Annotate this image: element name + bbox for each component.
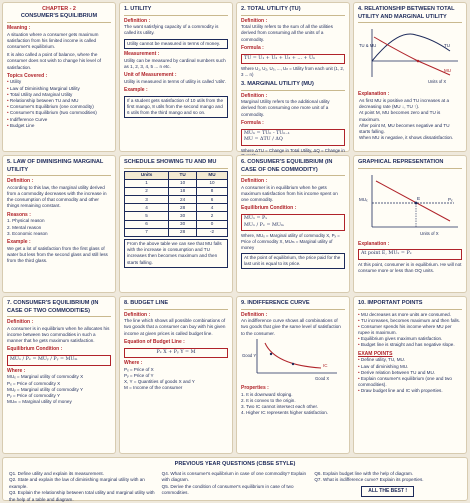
example-heading: Example : xyxy=(7,238,31,245)
tu-mu-diagram xyxy=(358,25,462,87)
exam-item: • Draw budget line and IC with properties. xyxy=(358,388,462,394)
definition-text: An indifference curve shows all combinations of two goods that give the same level of satisfaction to the consumer. xyxy=(241,318,341,336)
table-cell: 4 xyxy=(197,204,228,212)
point-e xyxy=(415,201,418,204)
table-cell: 30 xyxy=(169,220,197,228)
reasons-heading: Reasons : xyxy=(7,211,31,218)
table-cell: 28 xyxy=(169,228,197,236)
card-important-points xyxy=(353,296,467,454)
reason-item: 2. Mental reason xyxy=(7,224,42,230)
exam-item: • Law of diminishing MU. xyxy=(358,364,462,370)
properties-heading: Properties : xyxy=(241,385,269,392)
where-item: Pᵧ = Price of commodity Y xyxy=(7,392,61,398)
where-item: MUₘ = Marginal utility of money xyxy=(7,399,72,405)
condition-line-2: MUₓ / Pₓ = MUₘ xyxy=(244,222,284,228)
card-graphical-representation xyxy=(353,155,467,293)
mu-curve xyxy=(376,181,450,221)
column-header: TU xyxy=(169,171,197,179)
mu-definition-heading: Definition : xyxy=(241,92,268,99)
topic-item: • Law of Diminishing Marginal Utility xyxy=(7,86,111,92)
topics-list xyxy=(7,79,111,129)
questions-column-1 xyxy=(9,471,156,503)
topic-item: • Utility xyxy=(7,79,111,85)
definition-text: Total Utility refers to the sum of all the utilities derived from consuming all the units of a commodity. xyxy=(241,24,333,42)
x-axis-label: Units of X xyxy=(420,230,439,236)
price-line-label: Pₓ xyxy=(448,196,453,202)
mu-formula-heading: Formula : xyxy=(241,119,264,126)
explanation-list xyxy=(358,98,462,141)
study-sheet xyxy=(2,2,468,502)
card-equilibrium-two-commodities xyxy=(2,296,116,454)
table-cell: -2 xyxy=(197,228,228,236)
question-item: Q5. Derive the condition of consumer's equilibrium in case of two commodities. xyxy=(161,483,294,496)
x-axis-label: Units of X xyxy=(428,79,447,85)
mu-curve xyxy=(374,37,450,75)
explanation-heading: Explanation : xyxy=(358,91,390,98)
formula-where: Where U₁, U₂, U₃, ..., Uₙ = Utility from each unit (1, 2, 3 ... n) xyxy=(241,66,344,78)
where-heading: Where : xyxy=(7,367,26,374)
formula-heading: Formula : xyxy=(241,44,264,51)
exam-points-heading: EXAM POINTS xyxy=(358,350,393,357)
condition-formula xyxy=(241,214,345,231)
card-title: 4. RELATIONSHIP BETWEEN TOTAL UTILITY AND MARGINAL UTILITY xyxy=(358,6,462,23)
where-item: MUᵧ = Marginal utility of commodity Y xyxy=(7,386,84,392)
table-cell: 24 xyxy=(169,196,197,204)
condition-where: Where, MUₓ = Marginal utility of commodity X, Pₓ = Price of commodity X, MUₘ = Marginal utility of money xyxy=(241,233,340,250)
chapter-label: CHAPTER - 2 xyxy=(42,6,76,12)
point-item: • Budget line is straight and has negative slope. xyxy=(358,342,462,348)
explanation-heading: Explanation : xyxy=(358,240,390,247)
condition-line-1: MUₓ = Pₓ xyxy=(244,216,268,222)
schedule-table xyxy=(124,171,228,238)
definition-text: According to this law, the marginal utility derived from a commodity decreases with the increase in the consumption of that commodity and other things remaining constant. xyxy=(7,184,107,209)
explanation-item: After point M, MU becomes negative and TU starts falling. xyxy=(359,122,450,134)
card-tu-mu-relationship xyxy=(353,2,467,152)
where-heading: Where : xyxy=(124,360,143,367)
explanation-text: At this point, consumer is in equilibrium. He will not consume more or less than OQ units. xyxy=(358,261,462,274)
exam-points-list xyxy=(358,357,462,394)
where-item: MUₓ = Marginal utility of commodity X xyxy=(7,374,84,380)
schedule-note: From the above table we can see that MU falls with the increase in consumption and TU increases then becomes maximum and then starts falling. xyxy=(124,239,228,268)
card-utility xyxy=(119,2,233,152)
table-cell: 30 xyxy=(169,212,197,220)
explanation-item: When MU is negative, it shows dissatisfaction. xyxy=(359,135,454,141)
point-m xyxy=(417,60,420,63)
table-header-row xyxy=(125,171,228,179)
note-box: Utility cannot be measured in terms of money. xyxy=(124,39,228,49)
condition-heading: Equilibrium Condition : xyxy=(241,205,297,212)
table-row xyxy=(125,220,228,228)
table-cell: 10 xyxy=(169,179,197,187)
card-title: SCHEDULE SHOWING TU AND MU xyxy=(124,159,228,169)
explanation-formula: At point E, MUₓ = Pₓ xyxy=(358,249,462,259)
card-total-marginal-utility xyxy=(236,2,350,152)
definition-heading: Definition : xyxy=(124,17,151,24)
card-title: 6. CONSUMER'S EQUILIBRIUM (IN CASE OF ONE COMMODITY) xyxy=(241,159,345,176)
previous-year-questions xyxy=(2,457,468,501)
questions-column-2 xyxy=(162,471,309,503)
explanation-item: At point M, MU becomes zero and TU is maximum. xyxy=(359,110,441,122)
column-header: MU xyxy=(197,171,228,179)
table-row xyxy=(125,187,228,195)
measurement-heading: Measurement : xyxy=(124,50,160,57)
where-item: X, Y = Quantities of goods X and Y xyxy=(124,379,195,385)
point-item: • Consumer spends his income where MU per rupee is maximum. xyxy=(358,324,462,336)
reason-item: 3. Economic reason xyxy=(7,230,48,236)
question-item: Q6. Explain budget line with the help of diagram. xyxy=(314,470,414,476)
exam-item: • Derive relation between TU and MU. xyxy=(358,370,462,376)
point-item: • MU decreases as more units are consumed. xyxy=(358,312,462,318)
questions-columns xyxy=(9,471,461,503)
question-item: Q1. Define utility and explain its measurement. xyxy=(9,470,104,476)
table-row xyxy=(125,196,228,204)
example-text: If a student gets satisfaction of 10 utils from the first mango, 8 utils from the second mango and 6 utils from the third mango and so on. xyxy=(124,96,228,119)
card-budget-line xyxy=(119,296,233,454)
card-consumers-equilibrium xyxy=(2,2,116,152)
table-cell: 0 xyxy=(197,220,228,228)
mu-formula-line-1: MUₙ = TUₙ - TUₙ₋₁ xyxy=(244,130,290,136)
card-title: 2. TOTAL UTILITY (TU) xyxy=(241,6,345,16)
card-equilibrium-one-commodity xyxy=(236,155,350,293)
topics-heading: Topics Covered : xyxy=(7,72,48,79)
card-title: CONSUMER'S EQUILIBRIUM xyxy=(7,13,111,23)
all-the-best-badge: ALL THE BEST ! xyxy=(361,486,414,497)
condition-heading: Equilibrium Condition : xyxy=(7,346,63,353)
important-points-list xyxy=(358,312,462,349)
definition-heading: Definition : xyxy=(7,319,34,326)
explanation-item: As first MU is positive and TU increases at a decreasing rate (MU ↓, TU ↑). xyxy=(359,98,450,110)
column-header: Units xyxy=(125,171,169,179)
table-cell: 3 xyxy=(125,196,169,204)
question-item: Q2. State and explain the law of diminishing marginal utility with an example. xyxy=(9,477,145,489)
y-axis-label: TU & MU xyxy=(359,43,377,49)
topic-item: • Consumer's Equilibrium (two commodities) xyxy=(7,110,111,116)
equilibrium-diagram xyxy=(358,171,462,237)
topic-item: • Total Utility and Marginal Utility xyxy=(7,92,111,98)
mu-formula-line-2: MU = ΔTU / ΔQ xyxy=(244,137,283,143)
table-row xyxy=(125,204,228,212)
definition-text: A consumer is in equilibrium when he allocates his income between two commodities in such a manner that he gets maximum satisfaction. xyxy=(7,325,110,344)
card-title: 7. CONSUMER'S EQUILIBRIUM (IN CASE OF TWO COMMODITIES) xyxy=(7,300,111,317)
meaning-text: A situation where a consumer gets maximum satisfaction from his limited income is called consumer's equilibrium. xyxy=(7,31,99,49)
table-cell: 10 xyxy=(197,179,228,187)
point-item: • TU increases, becomes maximum and then falls. xyxy=(358,318,462,324)
property-item: 1. It is downward sloping. xyxy=(241,391,293,397)
tu-curve-label: TU xyxy=(444,43,450,49)
card-title: 9. INDIFFERENCE CURVE xyxy=(241,300,345,310)
topic-item: • Budget Line xyxy=(7,123,111,129)
question-item: Q4. What is consumer's equilibrium in case of one commodity? Explain with diagram. xyxy=(161,470,307,483)
unit-text: Utility is measured in terms of utility is called 'utils'. xyxy=(124,78,227,84)
mu-formula xyxy=(241,129,345,146)
topic-item: • Consumer's Equilibrium (one commodity) xyxy=(7,104,111,110)
question-item: Q3. Explain the relationship between total utility and marginal utility with the help of a table and diagram. xyxy=(9,490,155,502)
y-axis-label: Good Y xyxy=(242,352,257,358)
table-row xyxy=(125,212,228,220)
topic-item: • Indifference Curve xyxy=(7,117,111,123)
definition-heading: Definition : xyxy=(124,311,151,318)
table-cell: 6 xyxy=(197,196,228,204)
definition-heading: Definition : xyxy=(241,311,268,318)
definition-text: A consumer is in equilibrium when he gets maximum satisfaction from his income spent on one commodity. xyxy=(241,184,338,203)
definition-heading: Definition : xyxy=(7,178,34,185)
point-item: • Equilibrium gives maximum satisfaction. xyxy=(358,336,462,342)
point-b xyxy=(292,363,294,365)
question-item: Q7. What is indifference curve? Explain its properties. xyxy=(314,477,424,483)
example-text: We get a lot of satisfaction from the first glass of water but less from the second glass and still less from the third glass. xyxy=(7,245,108,264)
table-cell: 18 xyxy=(169,187,197,195)
mu-definition-text: Marginal Utility refers to the additional utility derived from consuming one more unit of a commodity. xyxy=(241,99,330,117)
indifference-curve-diagram xyxy=(241,337,345,381)
card-title: 10. IMPORTANT POINTS xyxy=(358,300,462,310)
card-title: 1. UTILITY xyxy=(124,6,228,16)
mu-title: 3. MARGINAL UTILITY (MU) xyxy=(241,81,345,91)
property-item: 2. It is convex to the origin. xyxy=(241,397,296,403)
ic-label: IC xyxy=(323,362,328,368)
where-item: Pₓ = Price of X xyxy=(124,366,154,372)
card-title: GRAPHICAL REPRESENTATION xyxy=(358,159,462,169)
where-item: Pᵧ = Price of Y xyxy=(124,373,154,379)
unit-heading: Unit of Measurement : xyxy=(124,71,177,78)
definition-heading: Definition : xyxy=(241,178,268,185)
table-cell: 2 xyxy=(197,212,228,220)
card-law-diminishing-mu xyxy=(2,155,116,293)
where-item: M = Income of the consumer xyxy=(124,385,183,391)
table-cell: 2 xyxy=(125,187,169,195)
table-cell: 7 xyxy=(125,228,169,236)
notes-grid xyxy=(2,2,468,454)
card-indifference-curve xyxy=(236,296,350,454)
budget-equation: Pₓ X + Pᵧ Y = M xyxy=(124,348,228,358)
x-axis-label: Good X xyxy=(315,375,330,381)
condition-formula: MUₓ / Pₓ = MUᵧ / Pᵧ = MUₘ xyxy=(7,355,111,365)
exam-item: • Define utility, TU, MU. xyxy=(358,357,462,363)
questions-column-3 xyxy=(314,471,461,503)
table-row xyxy=(125,228,228,236)
exam-item: • Explain consumer's equilibrium (one and two commodities). xyxy=(358,376,462,388)
definition-heading: Definition : xyxy=(241,17,268,24)
questions-title: PREVIOUS YEAR QUESTIONS (CBSE STYLE) xyxy=(174,461,296,467)
measurement-text: Utility can be measured by cardinal numbers such as 1, 2, 3, 4, 5 ... n etc. xyxy=(124,57,226,69)
table-cell: 6 xyxy=(125,220,169,228)
table-cell: 5 xyxy=(125,212,169,220)
meaning-text-2: It is also called a point of balance, where the consumer does not wish to change his level of satisfaction. xyxy=(7,52,101,70)
equation-heading: Equation of Budget Line : xyxy=(124,338,185,345)
equilibrium-note: At the point of equilibrium, the price paid for the last unit is equal to its price. xyxy=(241,253,345,269)
tu-formula: TU = U₁ + U₂ + U₃ + ... + Uₙ xyxy=(241,54,345,64)
table-cell: 1 xyxy=(125,179,169,187)
table-cell: 8 xyxy=(197,187,228,195)
card-title: 5. LAW OF DIMINISHING MARGINAL UTILITY xyxy=(7,159,111,176)
mu-curve-label: MU xyxy=(444,68,451,74)
property-item: 4. Higher IC represents higher satisfaction. xyxy=(241,410,329,416)
point-a xyxy=(270,353,272,355)
reason-item: 1. Physical reason xyxy=(7,218,45,224)
example-heading: Example : xyxy=(124,86,148,93)
point-e-label: E xyxy=(417,196,421,202)
definition-text: The want satisfying capacity of a commodity is called its utility. xyxy=(124,24,219,36)
card-schedule xyxy=(119,155,233,293)
where-item: Pₓ = Price of commodity X xyxy=(7,380,61,386)
table-row xyxy=(125,179,228,187)
table-cell: 4 xyxy=(125,204,169,212)
card-title: 8. BUDGET LINE xyxy=(124,300,228,310)
definition-text: The line which shows all possible combinations of two goods that a consumer can buy with his given income at given prices is called budget line. xyxy=(124,318,226,336)
property-item: 3. Two IC cannot intersect each other. xyxy=(241,404,319,410)
topic-item: • Relationship between TU and MU xyxy=(7,98,111,104)
y-axis-label: MUₓ xyxy=(359,196,368,202)
mu-formula-where: Where ΔTU = Change in Total Utility, ΔQ = Change in xyxy=(241,147,345,153)
meaning-heading: Meaning : xyxy=(7,24,31,31)
table-cell: 28 xyxy=(169,204,197,212)
